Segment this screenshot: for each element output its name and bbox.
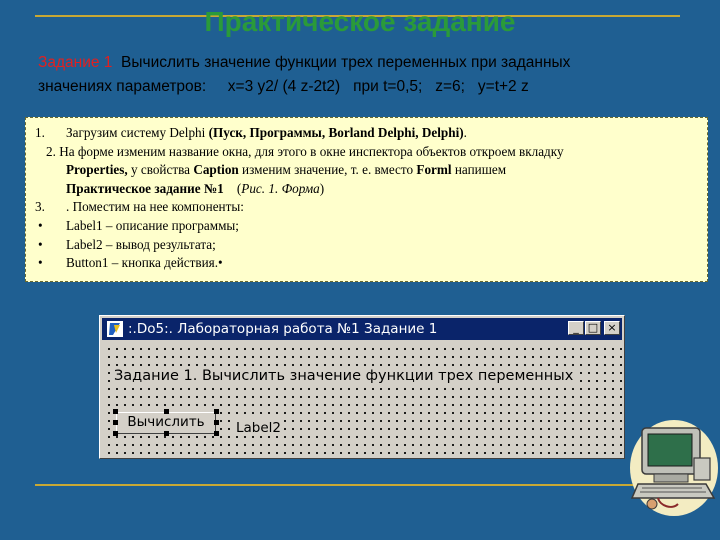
task-y: y=t+2 z (477, 78, 529, 95)
item-bold-text: Практическое задание №1 (66, 180, 224, 196)
selection-handle[interactable] (113, 431, 118, 436)
item-text: . (463, 125, 467, 140)
task-line-2 (38, 78, 529, 96)
item-marker: 2. (46, 143, 56, 159)
item-bold-text: Forml (416, 162, 452, 178)
item-bold-text: (Пуск, Программы, Borland Delphi, Delphi) (208, 125, 464, 140)
selection-handle[interactable] (214, 420, 219, 425)
item-marker: 1. (35, 125, 45, 140)
form-client-area (102, 342, 622, 456)
item-bold-text: Properties, (66, 162, 128, 178)
delphi-app-icon[interactable] (106, 320, 124, 338)
item-italic-text: Рис. 1. Форма (241, 180, 320, 196)
instruction-item-2 (32, 143, 701, 162)
instruction-item-1 (32, 124, 701, 143)
close-button[interactable]: × (604, 321, 620, 335)
bottom-rule (35, 484, 680, 486)
slide-title: Практическое задание (204, 6, 516, 37)
maximize-button[interactable]: □ (585, 321, 601, 335)
item-text: изменим значение, т. е. вместо (238, 162, 417, 178)
window-titlebar[interactable] (102, 318, 622, 340)
bullet-marker: • (38, 255, 43, 271)
bullet-marker: • (38, 236, 43, 252)
instruction-item-3 (32, 198, 701, 217)
item-text: Button1 – кнопка действия.• (66, 255, 223, 271)
instruction-bullet-3 (32, 254, 701, 273)
task-formula: x=3 y2/ (4 z-2t2) (227, 78, 341, 95)
task-when: при t=0,5; (353, 78, 423, 95)
item-text: На форме изменим название окна, для этого в окне инспектора объектов откроем вкладку (59, 143, 564, 159)
item-text: ( (223, 180, 242, 196)
selection-handle[interactable] (214, 409, 219, 414)
label1: Задание 1. Вычислить значение функции трех переменных (114, 368, 574, 384)
bullet-marker: • (38, 217, 43, 233)
selection-handle[interactable] (164, 431, 169, 436)
selection-handle[interactable] (164, 409, 169, 414)
button1[interactable]: Вычислить (116, 412, 216, 434)
task-text-1: Вычислить значение функции трех переменных при заданных (121, 54, 571, 71)
instruction-bullet-1 (32, 217, 701, 236)
task-label: Задание 1 (38, 54, 113, 71)
selection-handle[interactable] (214, 431, 219, 436)
form-window (99, 315, 625, 459)
task-line-1 (38, 54, 570, 72)
computer-clipart (628, 406, 720, 518)
task-text-2: значениях параметров: (38, 78, 207, 95)
item-text: Загрузим систему Delphi (66, 125, 209, 140)
instructions-box (25, 117, 708, 282)
item-text: у свойства (127, 162, 194, 178)
label2: Label2 (236, 420, 282, 436)
item-marker: 3. (35, 199, 45, 215)
item-text: напишем (451, 162, 507, 178)
item-text: ) (319, 180, 325, 196)
window-title: :.Do5:. Лабораторная работа №1 Задание 1 (128, 321, 438, 337)
selection-handle[interactable] (113, 409, 118, 414)
selection-handle[interactable] (113, 420, 118, 425)
instruction-item-2-cont2 (32, 180, 701, 199)
item-text: Label2 – вывод результата; (66, 236, 216, 252)
instruction-item-2-cont (32, 161, 701, 180)
item-bold-text: Caption (193, 162, 239, 178)
minimize-button[interactable]: _ (568, 321, 584, 335)
item-text: . Поместим на нее компоненты: (66, 199, 244, 215)
task-z: z=6; (435, 78, 465, 95)
instruction-bullet-2 (32, 236, 701, 255)
item-text: Label1 – описание программы; (66, 217, 239, 233)
